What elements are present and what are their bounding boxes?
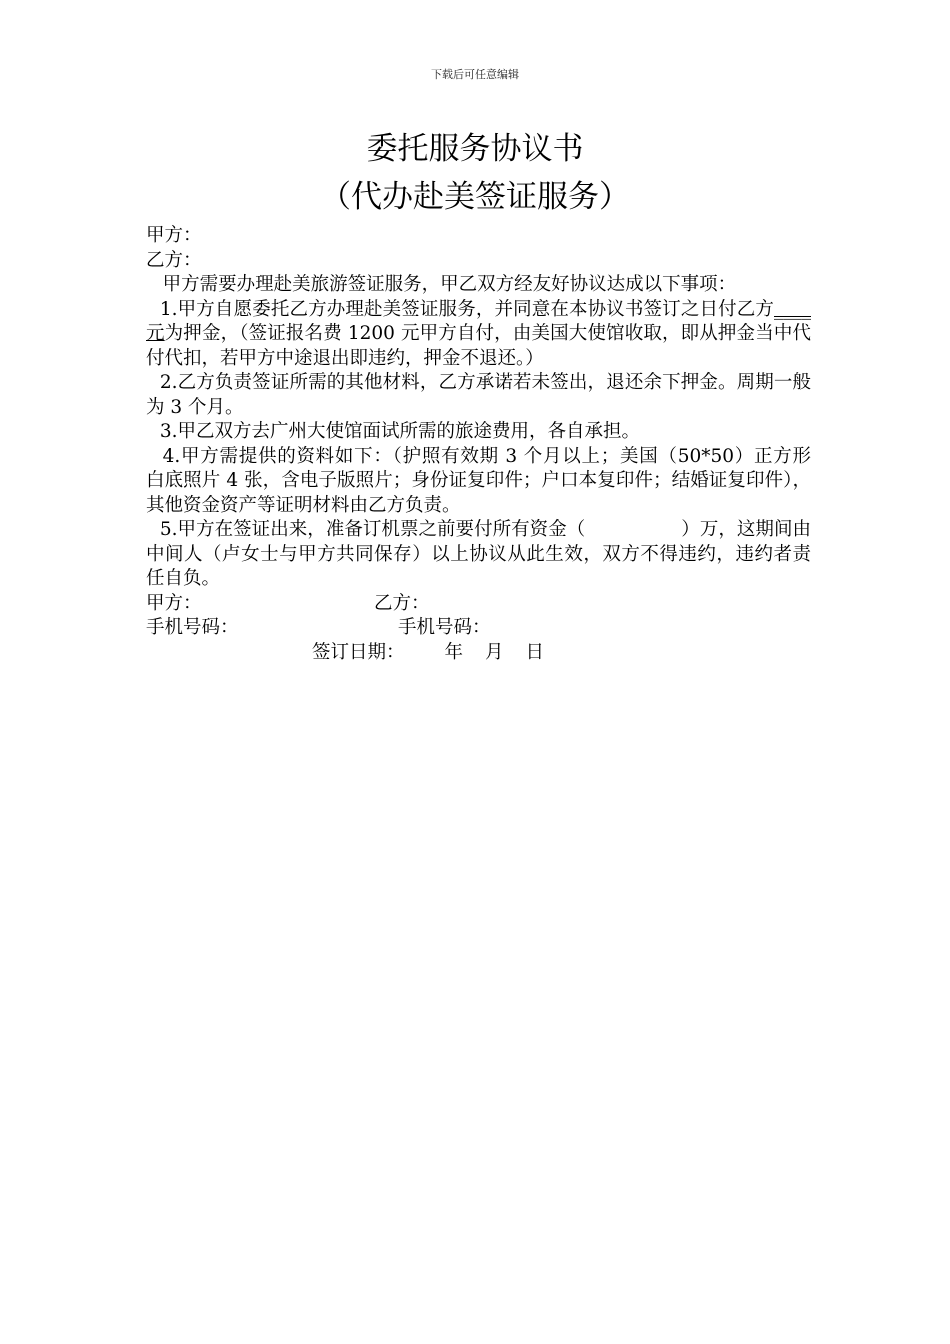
signature-row [146,592,811,617]
clause-5 [146,518,811,592]
document-subtitle: （代办赴美签证服务） [320,179,630,215]
phone-row [146,616,811,641]
clause-3: 3.甲乙双方去广州大使馆面试所需的旅途费用，各自承担。 [159,421,641,442]
date-day: 日 [525,641,545,663]
phone-party-b: 手机号码： [398,617,491,638]
sign-party-a: 甲方： [146,592,202,614]
clause-1-text-pre: 1.甲方自愿委托乙方办理赴美签证服务，并同意在本协议书签订之日付乙方 [159,298,774,320]
clause-5-text-pre: 5.甲方在签证出来，准备订机票之前要付所有资金（ [159,519,586,540]
clause-1 [146,298,811,372]
agreement-body [146,224,811,665]
sign-party-b: 乙方： [374,592,430,614]
clause-1-text-post: 为押金，（签证报名费 1200 元甲方自付，由美国大使馆收取，即从押金当中代付代扣，若甲方中途退出即违约，押金不退还。） [146,323,811,369]
clause-4: 4.甲方需提供的资料如下：（护照有效期 3 个月以上；美国（50*50）正方形 白底照片 4 张，含电子版照片；身份证复印件；户口本复印件；结婚证复印件），其他资金资产等证明材料由乙方负责。 [146,445,811,516]
intro-paragraph: 甲方需要办理赴美旅游签证服务，甲乙双方经友好协议达成以下事项： [162,274,737,295]
party-b-label: 乙方： [146,249,202,271]
deposit-amount-blank: ____元 [146,298,811,344]
phone-party-a: 手机号码： [146,617,239,638]
date-year: 年 [444,641,464,663]
party-a-label: 甲方： [146,225,202,246]
signing-date-row [146,641,811,666]
clause-2: 2.乙方负责签证所需的其他材料，乙方承诺若未签出，退还余下押金。周期一般为 3 个月。 [146,372,811,418]
document-title: 委托服务协议书 [366,131,584,167]
clause-5-text-post: ）万，这期间由中间人（卢女士与甲方共同保存）以上协议从此生效，双方不得违约，违约者责任自负。 [146,519,811,589]
signing-date-label: 签订日期： [312,641,405,663]
date-month: 月 [485,641,504,663]
header-note: 下载后可任意编辑 [431,68,519,81]
